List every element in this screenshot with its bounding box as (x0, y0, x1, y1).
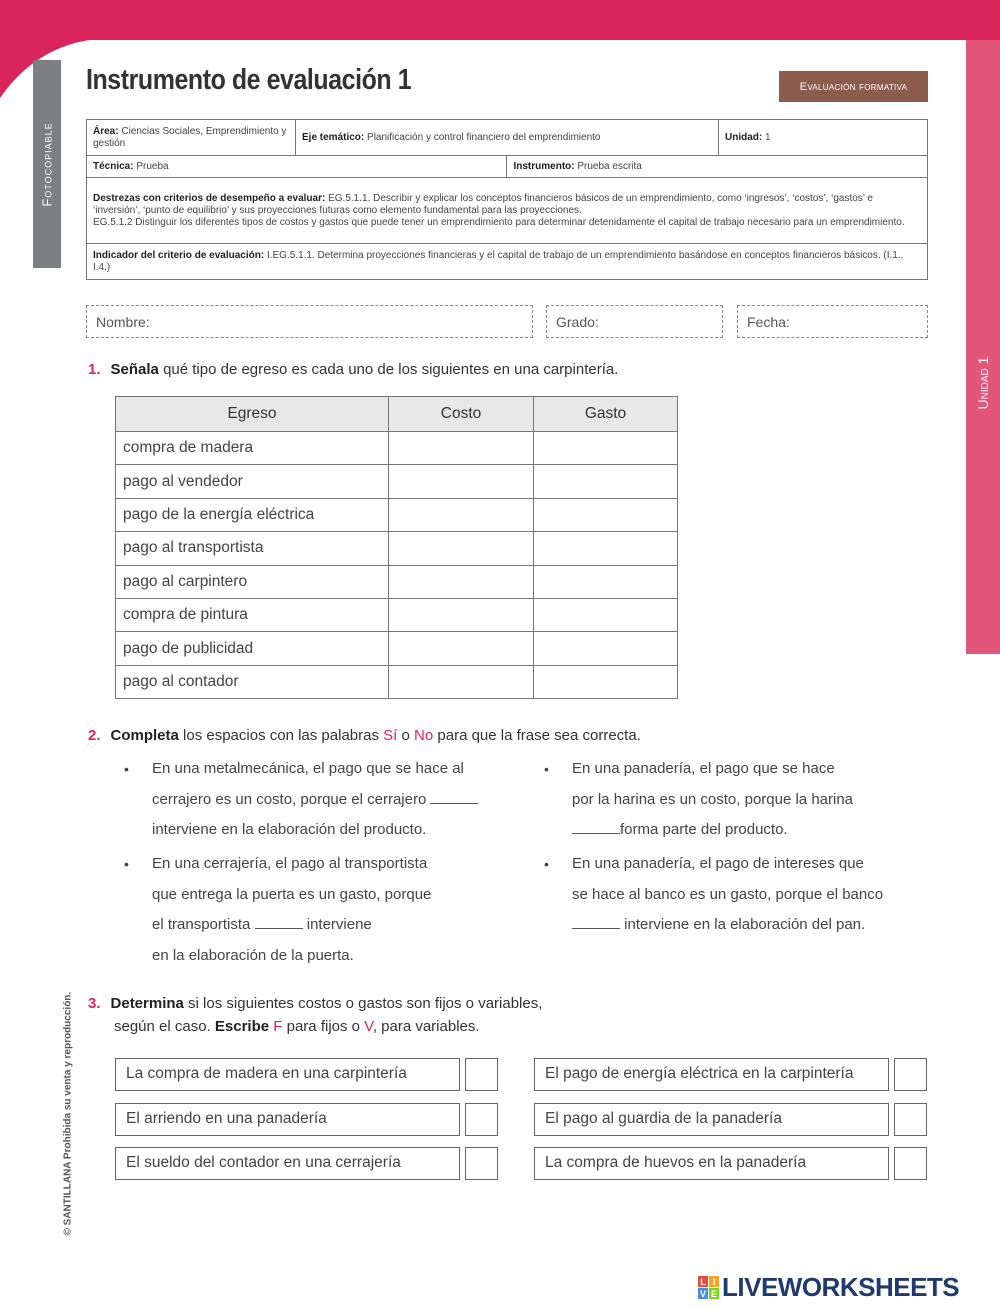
fecha-field[interactable] (737, 305, 928, 338)
tecnica-cell: Técnica: Prueba (87, 156, 507, 178)
table-row: pago al carpintero (116, 565, 678, 598)
table-row: compra de pintura (116, 598, 678, 631)
area-cell: Área: Ciencias Sociales, Emprendimiento y gestión (87, 120, 296, 156)
costo-cell[interactable] (389, 598, 534, 631)
header-egreso: Egreso (116, 397, 389, 432)
indicador-cell: Indicador del criterio de evaluación: I.EG.5.1.1. Determina proyecciones financieras y el capital de trabajo de un emprendimiento basándose en conceptos financieros básicos. (I.1., I.4.) (87, 244, 928, 280)
gasto-cell[interactable] (534, 598, 678, 631)
unidad-cell: Unidad: 1 (719, 120, 928, 156)
costo-cell[interactable] (389, 498, 534, 531)
costo-cell[interactable] (389, 665, 534, 698)
answer-blank[interactable] (572, 832, 620, 834)
grado-field[interactable] (546, 305, 723, 338)
liveworksheets-icon: L I V E (699, 1276, 717, 1299)
question-2: 2. Completa los espacios con las palabras Sí o No para que la frase sea correcta. (88, 727, 641, 744)
header-gasto: Gasto (534, 397, 678, 432)
bullet-item-3: • En una panadería, el pago que se hace por la harina es un costo, porque la harina forma parte del producto. (544, 760, 854, 838)
answer-box[interactable] (894, 1147, 927, 1180)
side-tab-fotocopiable: Fotocopiable (33, 60, 61, 268)
item-right-1: El pago de energía eléctrica en la carpintería (534, 1058, 889, 1091)
grado-label: Grado: (556, 314, 599, 330)
gasto-cell[interactable] (534, 432, 678, 465)
item-right-3: La compra de huevos en la panadería (534, 1147, 889, 1180)
eje-cell: Eje temático: Planificación y control financiero del emprendimiento (296, 120, 719, 156)
header-costo: Costo (389, 397, 534, 432)
table-row: pago al vendedor (116, 465, 678, 498)
costo-cell[interactable] (389, 632, 534, 665)
bullet-item-1: • En una metalmecánica, el pago que se hace al cerrajero es un costo, porque el cerrajero interviene en la elaboración del producto. (152, 754, 478, 846)
answer-blank[interactable] (255, 927, 303, 929)
item-right-2: El pago al guardia de la panadería (534, 1103, 889, 1136)
nombre-field[interactable] (86, 305, 533, 338)
costo-cell[interactable] (389, 432, 534, 465)
destrezas-cell: Destrezas con criterios de desempeño a evaluar: EG.5.1.1. Describir y explicar los conceptos financieros básicos de un emprendimiento, como ‘ingresos’, ‘costos’, ‘gastos’ e ‘inversión’, ‘punto de equilibrio’ y sus proyecciones futuras como elemento fundamental para las proyecciones. EG.5.1.2 Distinguir los diferentes tipos de costos y gastos que puede tener un emprendimiento para determinar detenidamente el capital de trabajo necesario para un emprendimiento. (87, 178, 928, 244)
info-table (86, 119, 928, 280)
answer-box[interactable] (465, 1147, 498, 1180)
evaluation-badge: Evaluación formativa (779, 71, 928, 102)
nombre-label: Nombre: (96, 314, 150, 330)
bullet-item-4: • En una panadería, el pago de intereses que se hace al banco es un gasto, porque el banco interviene en la elaboración del pan. (544, 855, 884, 933)
item-left-1: La compra de madera en una carpintería (115, 1058, 460, 1091)
gasto-cell[interactable] (534, 532, 678, 565)
side-tab-unidad: Unidad 1 (966, 40, 1000, 654)
gasto-cell[interactable] (534, 632, 678, 665)
gasto-cell[interactable] (534, 498, 678, 531)
table-row: compra de madera (116, 432, 678, 465)
fecha-label: Fecha: (747, 314, 790, 330)
instrumento-cell: Instrumento: Prueba escrita (507, 156, 928, 178)
bullet-item-2: • En una cerrajería, el pago al transportista que entrega la puerta es un gasto, porque el transportista interviene en la elaboración de la puerta. (124, 855, 432, 964)
top-banner (0, 0, 1000, 40)
page-title: Instrumento de evaluación 1 (86, 64, 412, 96)
answer-box[interactable] (465, 1058, 498, 1091)
question-3: 3. Determina si los siguientes costos o gastos son fijos o variables, según el caso. Escribe F para fijos o V, para variables. (88, 995, 543, 1035)
answer-box[interactable] (894, 1058, 927, 1091)
item-left-2: El arriendo en una panadería (115, 1103, 460, 1136)
table-row: pago de la energía eléctrica (116, 498, 678, 531)
answer-blank[interactable] (572, 927, 620, 929)
table-row: pago de publicidad (116, 632, 678, 665)
answer-blank[interactable] (430, 802, 478, 804)
gasto-cell[interactable] (534, 465, 678, 498)
answer-box[interactable] (894, 1103, 927, 1136)
costo-cell[interactable] (389, 465, 534, 498)
gasto-cell[interactable] (534, 665, 678, 698)
item-left-3: El sueldo del contador en una cerrajería (115, 1147, 460, 1180)
answer-box[interactable] (465, 1103, 498, 1136)
egreso-table (115, 396, 678, 699)
gasto-cell[interactable] (534, 565, 678, 598)
question-1: 1. Señala qué tipo de egreso es cada uno de los siguientes en una carpintería. (88, 361, 619, 378)
copyright-note: © SANTILLANA Prohibida su venta y reproducción. (62, 991, 74, 1236)
costo-cell[interactable] (389, 532, 534, 565)
table-row: pago al transportista (116, 532, 678, 565)
liveworksheets-logo: L I V E LIVEWORKSHEETS (699, 1272, 960, 1302)
table-row: pago al contador (116, 665, 678, 698)
costo-cell[interactable] (389, 565, 534, 598)
